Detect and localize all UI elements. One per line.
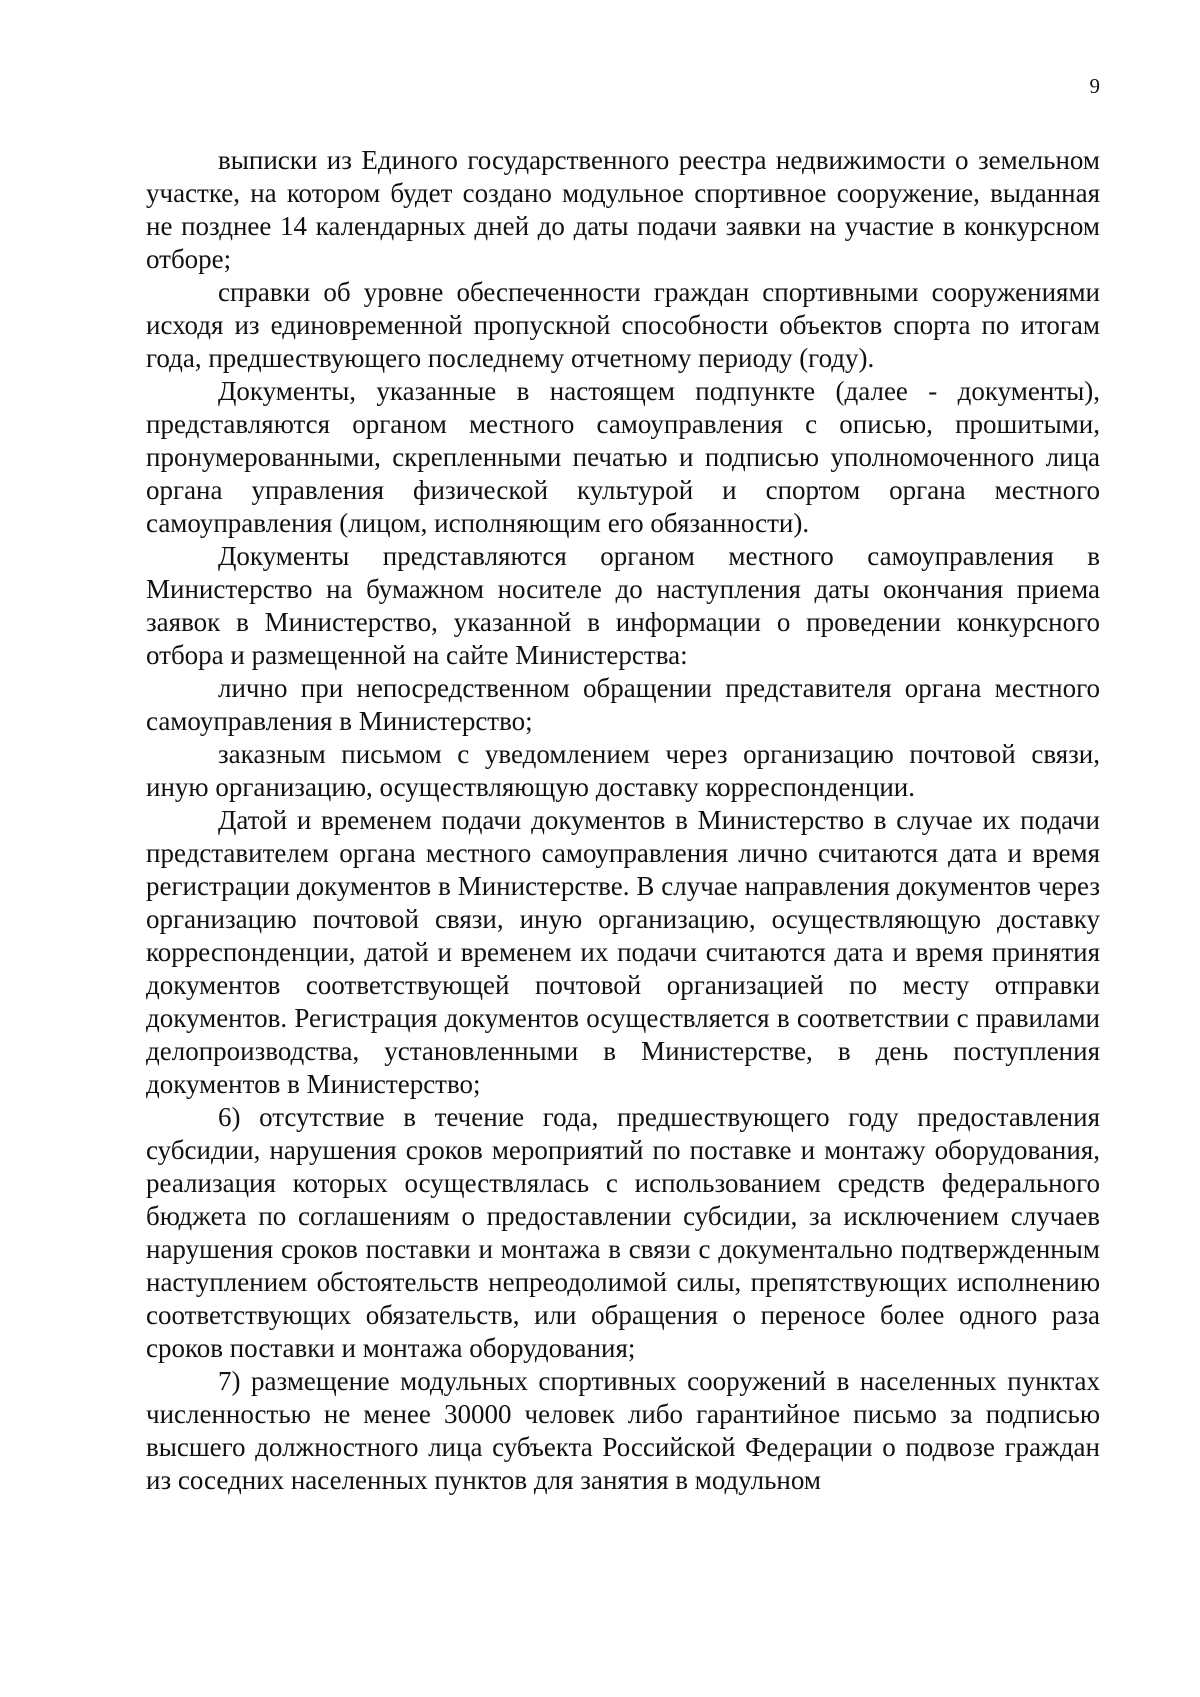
paragraph-item-7: 7) размещение модульных спортивных сооружений в населенных пунктах численностью не менее 30000 человек либо гарантийное письмо за подписью высшего должностного лица субъекта Российской Федерации о подвозе граждан из соседних населенных пунктов для занятия в модульном [146, 1366, 1100, 1495]
document-body [146, 144, 1100, 1497]
paragraph-documents-submission-form: Документы, указанные в настоящем подпункте (далее - документы), представляются органом местного самоуправления с описью, прошитыми, пронумерованными, скрепленными печатью и подписью уполномоченного лица органа управления физической культурой и спортом органа местного самоуправления (лицом, исполняющим его обязанности). [146, 376, 1100, 538]
paragraph-in-person: лично при непосредственном обращении представителя органа местного самоуправления в Министерство; [146, 673, 1100, 736]
page-number: 9 [1089, 74, 1100, 98]
paragraph-sport-provision-certificate: справки об уровне обеспеченности граждан спортивными сооружениями исходя из единовременной пропускной способности объектов спорта по итогам года, предшествующего последнему отчетному периоду (году). [146, 277, 1100, 373]
paragraph-submission-date-time: Датой и временем подачи документов в Министерство в случае их подачи представителем органа местного самоуправления лично считаются дата и время регистрации документов в Министерстве. В случае направления документов через организацию почтовой связи, иную организацию, осуществляющую доставку корреспонденции, датой и временем их подачи считаются дата и время принятия документов соответствующей почтовой организацией по месту отправки документов. Регистрация документов осуществляется в соответствии с правилами делопроизводства, установленными в Министерстве, в день поступления документов в Министерство; [146, 805, 1100, 1099]
paragraph-egrn-extract: выписки из Единого государственного реестра недвижимости о земельном участке, на котором будет создано модульное спортивное сооружение, выданная не позднее 14 календарных дней до даты подачи заявки на участие в конкурсном отборе; [146, 145, 1100, 274]
paragraph-documents-submission-method: Документы представляются органом местного самоуправления в Министерство на бумажном носителе до наступления даты окончания приема заявок в Министерство, указанной в информации о проведении конкурсного отбора и размещенной на сайте Министерства: [146, 541, 1100, 670]
paragraph-item-6: 6) отсутствие в течение года, предшествующего году предоставления субсидии, нарушения сроков мероприятий по поставке и монтажу оборудования, реализация которых осуществлялась с использованием средств федерального бюджета по соглашениям о предоставлении субсидии, за исключением случаев нарушения сроков поставки и монтажа в связи с документально подтвержденным наступлением обстоятельств непреодолимой силы, препятствующих исполнению соответствующих обязательств, или обращения о переносе более одного раза сроков поставки и монтажа оборудования; [146, 1102, 1100, 1363]
paragraph-registered-mail: заказным письмом с уведомлением через организацию почтовой связи, иную организацию, осуществляющую доставку корреспонденции. [146, 739, 1100, 802]
